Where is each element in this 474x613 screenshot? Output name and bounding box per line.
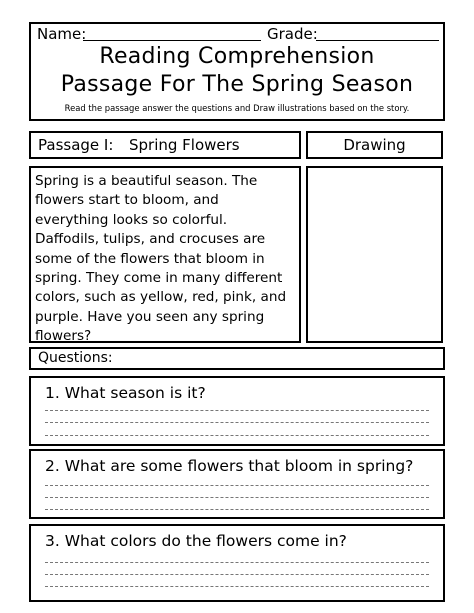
passage-line: Spring is a beautiful season. The	[35, 173, 258, 189]
question-box	[29, 524, 445, 602]
passage-title: Spring Flowers	[129, 136, 240, 154]
question-text: 2. What are some flowers that bloom in spring?	[45, 457, 414, 475]
answer-line[interactable]	[45, 422, 429, 423]
passage-label: Passage I:	[38, 136, 114, 154]
answer-line[interactable]	[45, 574, 429, 575]
answer-line[interactable]	[45, 509, 429, 510]
instructions: Read the passage answer the questions and Draw illustrations based on the story.	[64, 103, 410, 113]
drawing-area[interactable]	[306, 166, 443, 343]
name-field[interactable]	[83, 40, 261, 41]
answer-line[interactable]	[45, 562, 429, 563]
passage-line: spring. They come in many different	[35, 270, 283, 287]
answer-line[interactable]	[45, 485, 429, 486]
passage-line: flowers?	[35, 328, 92, 345]
drawing-header	[306, 131, 443, 159]
answer-line[interactable]	[45, 435, 429, 436]
passage-line: colors, such as yellow, red, pink, and	[35, 289, 287, 306]
grade-label: Grade:	[267, 25, 318, 43]
passage-line: everything looks so colorful.	[35, 211, 228, 228]
passage-line: flowers start to bloom, and	[35, 192, 219, 209]
page-title-line-2: Passage For The Spring Season	[60, 72, 414, 97]
question-box	[29, 449, 445, 519]
answer-line[interactable]	[45, 586, 429, 587]
questions-header	[29, 347, 445, 370]
drawing-label: Drawing	[343, 136, 406, 154]
passage-text	[35, 172, 297, 347]
answer-line[interactable]	[45, 410, 429, 411]
answer-line[interactable]	[45, 497, 429, 498]
worksheet-header	[29, 22, 445, 121]
passage-body	[29, 166, 301, 343]
question-box	[29, 376, 445, 446]
page-title-line-1: Reading Comprehension	[99, 44, 375, 69]
questions-label: Questions:	[38, 350, 113, 366]
grade-field[interactable]	[316, 40, 439, 41]
question-text: 1. What season is it?	[45, 384, 206, 402]
question-text: 3. What colors do the flowers come in?	[45, 532, 347, 550]
passage-line: some of the flowers that bloom in	[35, 250, 265, 267]
passage-line: purple. Have you seen any spring	[35, 308, 265, 325]
passage-header	[29, 131, 301, 159]
name-label: Name:	[37, 25, 87, 43]
passage-line: Daffodils, tulips, and crocuses are	[35, 231, 266, 248]
